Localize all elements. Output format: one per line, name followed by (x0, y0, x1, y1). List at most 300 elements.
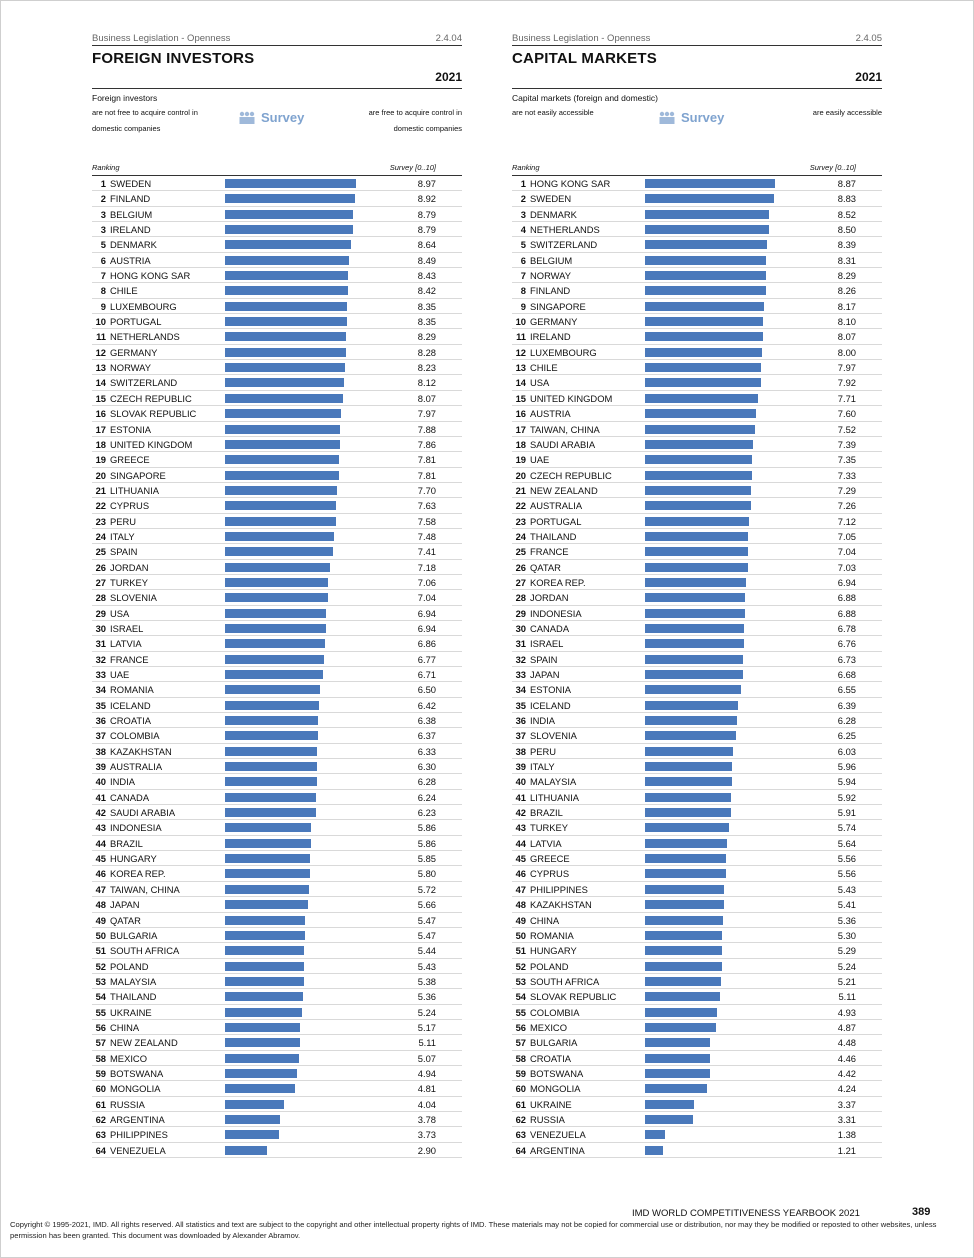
value-label: 5.41 (837, 899, 856, 911)
rank-number: 53 (95, 975, 106, 987)
country-label: ROMANIA (530, 929, 574, 941)
value-bar (225, 885, 309, 894)
country-label: ISRAEL (110, 622, 144, 634)
country-label: CROATIA (530, 1052, 571, 1064)
rank-number: 21 (515, 484, 526, 496)
criterion-code: 2.4.05 (855, 33, 882, 44)
country-label: BULGARIA (110, 929, 158, 941)
rank-number: 36 (515, 715, 526, 727)
country-label: COLOMBIA (110, 730, 160, 742)
value-bar (645, 1038, 710, 1047)
ranking-row (512, 253, 882, 268)
value-label: 1.21 (837, 1144, 856, 1156)
rank-number: 42 (515, 807, 526, 819)
country-label: ITALY (530, 761, 555, 773)
value-label: 6.03 (837, 745, 856, 757)
country-label: POLAND (110, 960, 149, 972)
country-label: FINLAND (530, 285, 571, 297)
rank-number: 28 (95, 592, 106, 604)
rank-number: 44 (95, 837, 106, 849)
value-bar (645, 256, 766, 265)
value-label: 8.35 (417, 300, 436, 312)
value-label: 6.55 (837, 684, 856, 696)
country-label: ITALY (110, 530, 135, 542)
ranking-row (92, 1097, 462, 1112)
ranking-row (92, 928, 462, 943)
value-label: 6.68 (837, 669, 856, 680)
rank-number: 17 (95, 423, 106, 435)
ranking-row (92, 774, 462, 789)
value-label: 4.93 (837, 1006, 856, 1018)
country-label: SOUTH AFRICA (110, 945, 180, 957)
value-label: 7.60 (837, 408, 856, 420)
value-label: 5.47 (417, 914, 436, 926)
value-bar (645, 271, 766, 280)
value-bar (225, 1038, 300, 1047)
value-bar (645, 302, 764, 311)
rank-number: 14 (515, 377, 526, 389)
rank-number: 31 (95, 638, 106, 650)
ranking-row (512, 1005, 882, 1020)
ranking-row (512, 268, 882, 283)
rank-number: 15 (515, 392, 526, 404)
ranking-row (512, 820, 882, 835)
rank-number: 60 (515, 1083, 526, 1095)
ranking-row (512, 851, 882, 866)
value-label: 6.30 (417, 761, 436, 773)
value-label: 6.77 (417, 653, 436, 665)
rank-number: 62 (515, 1113, 526, 1125)
value-label: 5.94 (837, 776, 856, 788)
value-bar (645, 1100, 694, 1109)
value-label: 6.88 (837, 607, 856, 619)
value-label: 3.31 (837, 1113, 856, 1125)
country-label: INDIA (110, 776, 136, 788)
ranking-row (512, 943, 882, 958)
ranking-row (92, 682, 462, 697)
rank-number: 34 (515, 684, 526, 696)
country-label: SLOVAK REPUBLIC (530, 991, 617, 1003)
ranking-row (512, 882, 882, 897)
value-label: 7.41 (417, 546, 436, 558)
rank-number: 58 (95, 1052, 106, 1064)
value-bar (645, 240, 767, 249)
value-label: 7.26 (837, 500, 856, 512)
value-bar (225, 992, 303, 1001)
value-bar (225, 348, 346, 357)
ranking-row (512, 606, 882, 621)
value-label: 7.29 (837, 484, 856, 496)
value-bar (645, 593, 745, 602)
value-label: 6.94 (417, 607, 436, 619)
rank-number: 52 (95, 960, 106, 972)
ranking-row (512, 498, 882, 513)
value-bar (225, 1023, 300, 1032)
chart-title: CAPITAL MARKETS (512, 50, 657, 67)
value-label: 7.39 (837, 438, 856, 450)
value-label: 6.38 (417, 715, 436, 727)
ranking-header: Ranking (512, 163, 540, 172)
value-bar (645, 225, 769, 234)
high-end-label: are free to acquire control in domestic companies (368, 108, 462, 133)
value-label: 8.12 (417, 377, 436, 389)
ranking-row (92, 959, 462, 974)
country-label: NORWAY (530, 270, 571, 282)
value-label: 8.39 (837, 239, 856, 251)
value-bar (645, 670, 743, 679)
high-end-label: are easily accessible (812, 108, 882, 117)
criterion-code: 2.4.04 (435, 33, 462, 44)
rank-number: 61 (95, 1098, 106, 1110)
ranking-row (512, 1081, 882, 1096)
rank-number: 13 (515, 362, 526, 374)
value-label: 5.85 (417, 853, 436, 865)
value-label: 7.63 (417, 500, 436, 512)
value-bar (645, 409, 756, 418)
rank-number: 62 (95, 1113, 106, 1125)
value-bar (225, 425, 340, 434)
value-label: 4.94 (417, 1067, 436, 1079)
country-label: KAZAKHSTAN (110, 745, 172, 757)
ranking-row (512, 928, 882, 943)
people-icon (657, 111, 677, 125)
country-label: HONG KONG SAR (530, 178, 611, 189)
chart-year: 2021 (512, 70, 882, 89)
rank-number: 1 (100, 178, 106, 189)
value-bar (225, 685, 320, 694)
value-header: Survey [0..10] (809, 163, 856, 172)
value-bar (225, 670, 323, 679)
value-label: 8.28 (417, 346, 436, 358)
value-label: 7.03 (837, 561, 856, 573)
country-label: KOREA REP. (110, 868, 166, 880)
rank-number: 10 (95, 316, 106, 328)
rank-number: 63 (95, 1129, 106, 1141)
country-label: PORTUGAL (530, 515, 582, 527)
country-label: GERMANY (110, 346, 158, 358)
ranking-row (512, 1020, 882, 1035)
country-label: USA (530, 377, 550, 389)
rank-number: 26 (515, 561, 526, 573)
rank-number: 38 (515, 745, 526, 757)
value-label: 7.81 (417, 469, 436, 481)
ranking-row (512, 375, 882, 390)
ranking-row (92, 237, 462, 252)
value-label: 5.07 (417, 1052, 436, 1064)
value-label: 7.86 (417, 438, 436, 450)
rank-number: 48 (95, 899, 106, 911)
value-bar (645, 777, 732, 786)
ranking-row (512, 391, 882, 406)
value-bar (225, 194, 355, 203)
value-bar (225, 1115, 280, 1124)
country-label: PERU (530, 745, 557, 757)
value-label: 6.88 (837, 592, 856, 604)
rank-number: 34 (95, 684, 106, 696)
value-label: 5.92 (837, 791, 856, 803)
country-label: JAPAN (110, 899, 140, 911)
value-label: 5.36 (837, 914, 856, 926)
rank-number: 27 (95, 576, 106, 588)
ranking-row (92, 790, 462, 805)
value-bar (645, 363, 761, 372)
value-label: 5.56 (837, 853, 856, 865)
rank-number: 20 (95, 469, 106, 481)
value-bar (225, 517, 336, 526)
value-label: 5.36 (417, 991, 436, 1003)
ranking-row (512, 744, 882, 759)
chart-panel-foreign-investors (92, 30, 462, 1158)
country-label: MALAYSIA (530, 776, 577, 788)
value-bar (225, 808, 316, 817)
rank-number: 30 (515, 622, 526, 634)
ranking-row (512, 529, 882, 544)
value-label: 7.97 (837, 362, 856, 374)
rank-number: 63 (515, 1129, 526, 1141)
value-label: 8.52 (837, 208, 856, 220)
value-label: 6.71 (417, 669, 436, 680)
country-label: UNITED KINGDOM (530, 392, 613, 404)
ranking-row (512, 636, 882, 651)
value-bar (225, 1069, 297, 1078)
rank-number: 1 (520, 178, 526, 189)
country-label: UKRAINE (530, 1098, 572, 1110)
ranking-row (512, 575, 882, 590)
section-name: Business Legislation - Openness (512, 33, 651, 44)
value-bar (225, 854, 310, 863)
value-bar (645, 517, 749, 526)
rank-number: 39 (95, 761, 106, 773)
country-label: MEXICO (530, 1021, 567, 1033)
country-label: SOUTH AFRICA (530, 975, 600, 987)
country-label: NEW ZEALAND (110, 1037, 178, 1049)
value-label: 5.17 (417, 1021, 436, 1033)
rank-number: 19 (515, 454, 526, 466)
rank-number: 17 (515, 423, 526, 435)
country-label: NORWAY (110, 362, 151, 374)
ranking-row (92, 422, 462, 437)
rank-number: 50 (515, 929, 526, 941)
value-bar (645, 716, 737, 725)
value-label: 3.73 (417, 1129, 436, 1141)
value-label: 6.73 (837, 653, 856, 665)
value-bar (225, 578, 328, 587)
rank-number: 41 (95, 791, 106, 803)
value-label: 8.31 (837, 254, 856, 266)
value-bar (225, 747, 317, 756)
value-bar (645, 869, 726, 878)
ranking-row (92, 606, 462, 621)
value-label: 4.42 (837, 1067, 856, 1079)
value-bar (645, 532, 748, 541)
country-label: TAIWAN, CHINA (110, 883, 180, 895)
ranking-row (92, 1143, 462, 1158)
value-bar (225, 1100, 284, 1109)
rank-number: 25 (515, 546, 526, 558)
country-label: SAUDI ARABIA (530, 438, 596, 450)
ranking-row (512, 283, 882, 298)
country-label: LUXEMBOURG (530, 346, 597, 358)
ranking-row (92, 575, 462, 590)
country-label: THAILAND (110, 991, 157, 1003)
value-bar (225, 931, 305, 940)
country-label: TAIWAN, CHINA (530, 423, 600, 435)
ranking-row (92, 222, 462, 237)
country-label: ESTONIA (110, 423, 151, 435)
value-bar (645, 900, 724, 909)
value-label: 7.12 (837, 515, 856, 527)
value-label: 7.35 (837, 454, 856, 466)
country-label: BOTSWANA (110, 1067, 164, 1079)
value-bar (645, 348, 762, 357)
value-label: 6.50 (417, 684, 436, 696)
ranking-row (92, 851, 462, 866)
rank-number: 56 (515, 1021, 526, 1033)
value-bar (645, 685, 741, 694)
value-label: 6.86 (417, 638, 436, 650)
country-label: MALAYSIA (110, 975, 157, 987)
country-label: BRAZIL (530, 807, 563, 819)
ranking-row (512, 1097, 882, 1112)
ranking-row (512, 406, 882, 421)
rank-number: 11 (516, 331, 526, 343)
value-label: 6.37 (417, 730, 436, 742)
country-label: SINGAPORE (110, 469, 166, 481)
value-label: 4.46 (837, 1052, 856, 1064)
value-bar (225, 394, 343, 403)
rank-number: 3 (100, 208, 106, 220)
value-label: 5.91 (837, 807, 856, 819)
country-label: NETHERLANDS (110, 331, 180, 343)
value-bar (225, 793, 316, 802)
rank-number: 49 (515, 914, 526, 926)
rank-number: 31 (515, 638, 526, 650)
value-label: 4.87 (837, 1021, 856, 1033)
value-label: 7.48 (417, 530, 436, 542)
ranking-row (512, 314, 882, 329)
section-name: Business Legislation - Openness (92, 33, 231, 44)
value-bar (225, 609, 326, 618)
value-label: 5.21 (837, 975, 856, 987)
rank-number: 55 (515, 1006, 526, 1018)
rank-number: 43 (95, 822, 106, 834)
ranking-rows (512, 176, 882, 1158)
country-label: UKRAINE (110, 1006, 152, 1018)
value-bar (225, 363, 345, 372)
rank-number: 5 (100, 239, 106, 251)
ranking-row (512, 544, 882, 559)
value-label: 5.86 (417, 837, 436, 849)
value-label: 6.23 (417, 807, 436, 819)
rank-number: 36 (95, 715, 106, 727)
country-label: SLOVAK REPUBLIC (110, 408, 197, 420)
country-label: HUNGARY (110, 853, 157, 865)
value-bar (645, 1084, 707, 1093)
value-bar (645, 931, 722, 940)
rank-number: 56 (95, 1021, 106, 1033)
rank-number: 32 (515, 653, 526, 665)
value-bar (225, 731, 318, 740)
value-bar (645, 977, 721, 986)
rank-number: 9 (520, 300, 526, 312)
rank-number: 20 (515, 469, 526, 481)
ranking-row (512, 345, 882, 360)
rank-number: 46 (95, 868, 106, 880)
chart-subtitle: Capital markets (foreign and domestic) (512, 93, 658, 103)
ranking-row (92, 1081, 462, 1096)
value-bar (225, 471, 339, 480)
page-number: 389 (912, 1206, 931, 1218)
value-label: 8.87 (837, 178, 856, 189)
ranking-row (512, 836, 882, 851)
country-label: CHILE (530, 362, 558, 374)
value-label: 7.33 (837, 469, 856, 481)
ranking-row (92, 437, 462, 452)
value-bar (645, 701, 738, 710)
country-label: JORDAN (530, 592, 569, 604)
value-label: 6.94 (417, 622, 436, 634)
value-bar (225, 916, 305, 925)
value-label: 8.64 (417, 239, 436, 251)
country-label: AUSTRALIA (530, 500, 583, 512)
rank-number: 7 (100, 270, 106, 282)
ranking-row (512, 698, 882, 713)
value-bar (645, 425, 755, 434)
rank-number: 54 (95, 991, 106, 1003)
ranking-row (92, 989, 462, 1004)
publication-title: IMD WORLD COMPETITIVENESS YEARBOOK 2021 (632, 1208, 860, 1219)
value-label: 5.86 (417, 822, 436, 834)
value-label: 6.76 (837, 638, 856, 650)
country-label: COLOMBIA (530, 1006, 580, 1018)
value-label: 5.29 (837, 945, 856, 957)
country-label: NEW ZEALAND (530, 484, 598, 496)
ranking-row (92, 191, 462, 206)
country-label: RUSSIA (530, 1113, 565, 1125)
ranking-header: Ranking (92, 163, 120, 172)
value-bar (225, 317, 347, 326)
country-label: UAE (110, 669, 130, 680)
value-label: 8.83 (837, 193, 856, 205)
value-bar (225, 409, 341, 418)
ranking-row (512, 468, 882, 483)
country-label: MONGOLIA (110, 1083, 161, 1095)
ranking-row (512, 483, 882, 498)
value-label: 6.33 (417, 745, 436, 757)
country-label: HONG KONG SAR (110, 270, 191, 282)
rank-number: 64 (515, 1144, 526, 1156)
survey-label: Survey (261, 110, 305, 125)
ranking-row (512, 360, 882, 375)
ranking-row (92, 698, 462, 713)
country-label: MEXICO (110, 1052, 147, 1064)
country-label: CZECH REPUBLIC (530, 469, 612, 481)
value-bar (645, 486, 751, 495)
rank-number: 58 (515, 1052, 526, 1064)
chart-year: 2021 (92, 70, 462, 89)
ranking-row (512, 452, 882, 467)
ranking-row (512, 682, 882, 697)
value-bar (645, 501, 751, 510)
country-label: VENEZUELA (110, 1144, 166, 1156)
value-label: 7.92 (837, 377, 856, 389)
rank-number: 24 (515, 530, 526, 542)
ranking-row (512, 191, 882, 206)
country-label: LITHUANIA (530, 791, 579, 803)
value-label: 7.71 (837, 392, 856, 404)
value-label: 5.43 (417, 960, 436, 972)
country-label: BRAZIL (110, 837, 143, 849)
